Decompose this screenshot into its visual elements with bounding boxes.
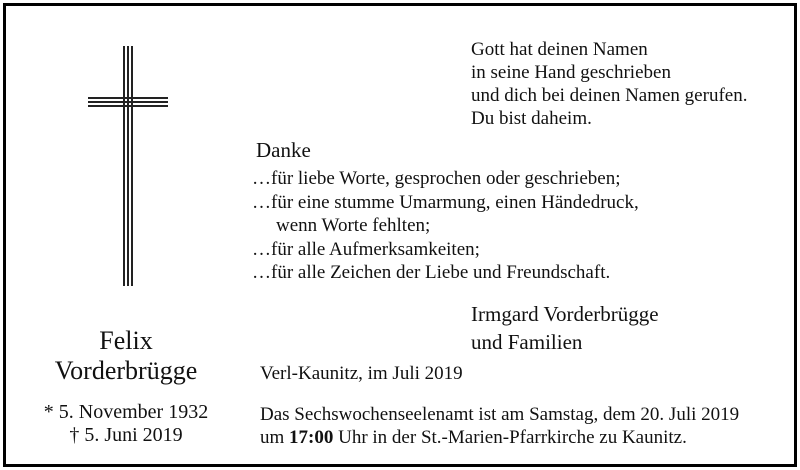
thanks-line: …für alle Zeichen der Liebe und Freundschaft. [252,262,611,283]
signature-name: Irmgard Vorderbrügge [471,302,659,326]
thanks-line: …für alle Aufmerksamkeiten; [252,238,480,260]
poem-line: in seine Hand geschrieben [471,62,671,83]
cross-icon [88,46,168,286]
thanks-line: …für eine stumme Umarmung, einen Händedruck, [252,191,639,213]
notice-frame [3,3,797,467]
deceased-first-name: Felix [99,326,153,355]
birth-date: * 5. November 1932 [43,401,209,423]
poem-line: Gott hat deinen Namen [471,39,648,60]
poem-line: und dich bei deinen Namen gerufen. [471,85,748,106]
service-line-1: Das Sechswochenseelenamt ist am Samstag, dem 20. Juli 2019 [260,404,740,425]
signature-family: und Familien [471,330,583,354]
thanks-list [252,167,639,285]
place-date: Verl-Kaunitz, im Juli 2019 [260,363,463,384]
thanks-line: wenn Worte fehlten; [276,215,431,236]
service-prefix: um [260,427,290,448]
thanks-heading: Danke [256,138,311,162]
poem-line: Du bist daheim. [471,108,592,129]
deceased-last-name: Vorderbrügge [54,356,198,385]
thanks-line: …für liebe Worte, gesprochen oder geschrieben; [252,168,621,189]
service-time: 17:00 [289,427,334,448]
poem [471,38,747,130]
deceased-name [26,326,226,386]
service-line-2 [260,426,739,449]
death-date: † 5. Juni 2019 [69,424,183,446]
deceased-dates [26,401,226,447]
service-suffix: Uhr in der St.-Marien-Pfarrkirche zu Kaunitz. [333,427,687,448]
service-notice [260,403,739,449]
signature [471,300,659,356]
